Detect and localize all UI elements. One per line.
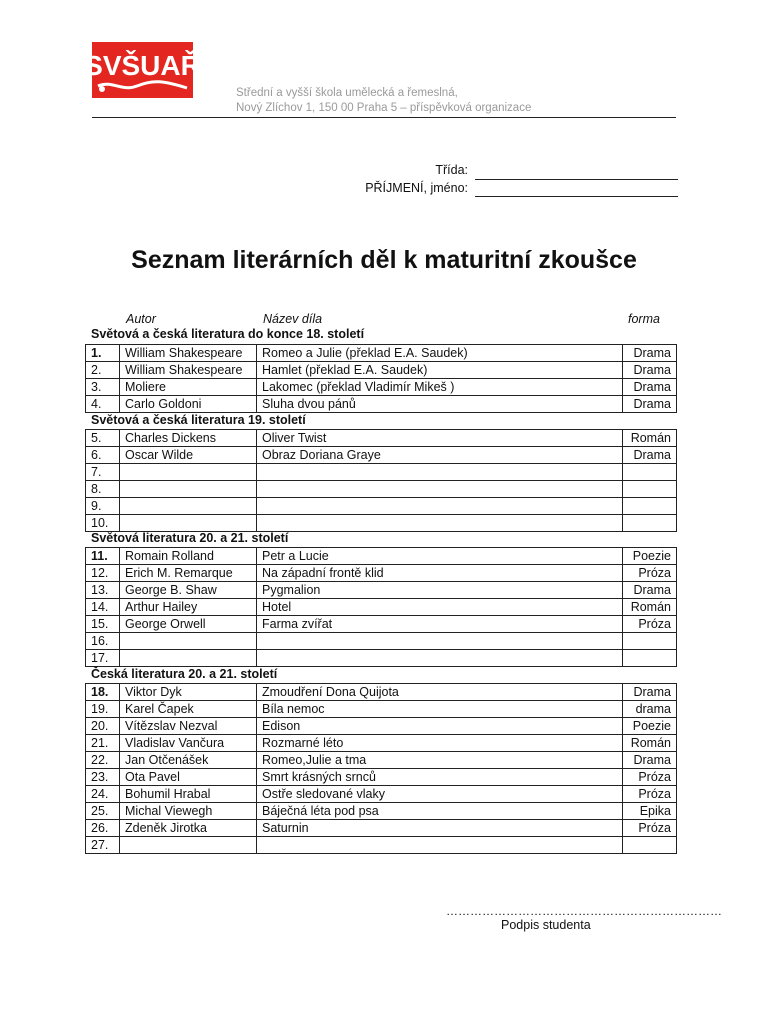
row-number: 26. [86,820,120,837]
table-row [86,735,677,752]
table-row [86,481,677,498]
row-author: Karel Čapek [120,701,257,718]
table-row [86,684,677,701]
row-number: 22. [86,752,120,769]
row-number: 1. [86,345,120,362]
table-row [86,786,677,803]
row-work-title [257,837,623,854]
row-work-title: Smrt krásných srnců [257,769,623,786]
row-work-title: Obraz Doriana Graye [257,447,623,464]
row-form: Drama [623,396,677,413]
school-address: Nový Zlíchov 1, 150 00 Praha 5 – příspěvková organizace [236,102,532,114]
row-author: Ota Pavel [120,769,257,786]
row-work-title: Hotel [257,599,623,616]
row-form: Próza [623,820,677,837]
column-header-author: Autor [126,312,156,326]
row-number: 3. [86,379,120,396]
table-row [86,447,677,464]
school-name: Střední a vyšší škola umělecká a řemeslná, [236,87,458,99]
row-author: Arthur Hailey [120,599,257,616]
row-form: Próza [623,786,677,803]
row-form: Próza [623,565,677,582]
row-work-title [257,650,623,667]
table-row [86,752,677,769]
row-work-title: Farma zvířat [257,616,623,633]
row-author: George Orwell [120,616,257,633]
signature-label: Podpis studenta [501,918,591,932]
literature-table [85,429,677,532]
table-row [86,837,677,854]
table-row [86,548,677,565]
row-work-title [257,481,623,498]
table-row [86,464,677,481]
row-work-title: Romeo,Julie a tma [257,752,623,769]
row-form: drama [623,701,677,718]
row-number: 17. [86,650,120,667]
row-form [623,498,677,515]
logo-tool-dot [99,86,105,92]
literature-table [85,547,677,667]
row-author: Erich M. Remarque [120,565,257,582]
literature-table [85,683,677,854]
row-work-title: Hamlet (překlad E.A. Saudek) [257,362,623,379]
section-heading: Česká literatura 20. a 21. století [91,667,278,681]
row-author: Vítězslav Nezval [120,718,257,735]
table-row [86,616,677,633]
row-number: 15. [86,616,120,633]
signature-line[interactable]: …………………………………………………………… [446,904,722,918]
row-work-title: Pygmalion [257,582,623,599]
row-work-title: Báječná léta pod psa [257,803,623,820]
row-form: Poezie [623,718,677,735]
row-author [120,515,257,532]
row-form: Drama [623,752,677,769]
row-number: 6. [86,447,120,464]
table-row [86,718,677,735]
column-header-work: Název díla [263,312,323,326]
row-author: Michal Viewegh [120,803,257,820]
table-row [86,701,677,718]
table-row [86,345,677,362]
row-work-title: Petr a Lucie [257,548,623,565]
row-work-title: Saturnin [257,820,623,837]
column-header-form: forma [628,312,660,326]
row-work-title: Edison [257,718,623,735]
row-number: 16. [86,633,120,650]
table-row [86,803,677,820]
row-work-title [257,633,623,650]
row-author: William Shakespeare [120,362,257,379]
row-work-title [257,464,623,481]
row-form [623,481,677,498]
row-form: Román [623,599,677,616]
literature-table [85,344,677,413]
row-author: Zdeněk Jirotka [120,820,257,837]
row-form: Próza [623,616,677,633]
row-work-title [257,498,623,515]
row-number: 11. [86,548,120,565]
row-form: Román [623,430,677,447]
row-number: 9. [86,498,120,515]
row-author [120,837,257,854]
row-number: 8. [86,481,120,498]
row-work-title: Bíla nemoc [257,701,623,718]
table-row [86,650,677,667]
row-number: 18. [86,684,120,701]
table-row [86,498,677,515]
row-work-title: Ostře sledované vlaky [257,786,623,803]
row-number: 12. [86,565,120,582]
row-number: 14. [86,599,120,616]
row-form: Próza [623,769,677,786]
row-form: Drama [623,684,677,701]
row-work-title: Na západní frontě klid [257,565,623,582]
row-form: Román [623,735,677,752]
school-logo-graphic [84,42,201,98]
row-number: 19. [86,701,120,718]
page-title: Seznam literárních děl k maturitní zkoušce [131,246,637,274]
row-author: Moliere [120,379,257,396]
section-heading: Světová a česká literatura 19. století [91,413,306,427]
table-row [86,515,677,532]
row-author: Jan Otčenášek [120,752,257,769]
row-work-title: Rozmarné léto [257,735,623,752]
row-form [623,464,677,481]
table-row [86,565,677,582]
table-row [86,769,677,786]
row-author [120,633,257,650]
table-row [86,430,677,447]
row-number: 5. [86,430,120,447]
row-form: Drama [623,379,677,396]
row-work-title: Romeo a Julie (překlad E.A. Saudek) [257,345,623,362]
row-author [120,481,257,498]
row-form [623,650,677,667]
row-number: 20. [86,718,120,735]
school-logo [84,42,201,98]
row-form: Poezie [623,548,677,565]
row-author: Oscar Wilde [120,447,257,464]
row-author [120,498,257,515]
section-heading: Světová a česká literatura do konce 18. století [91,327,365,341]
row-form: Drama [623,582,677,599]
row-number: 7. [86,464,120,481]
row-number: 25. [86,803,120,820]
row-number: 23. [86,769,120,786]
row-author: George B. Shaw [120,582,257,599]
table-row [86,396,677,413]
table-row [86,633,677,650]
class-label: Třída: [435,163,468,177]
table-row [86,362,677,379]
name-label: PŘÍJMENÍ, jméno: [365,181,468,195]
header-divider [92,117,676,118]
row-author: Charles Dickens [120,430,257,447]
table-row [86,379,677,396]
row-work-title [257,515,623,532]
row-author [120,464,257,481]
row-work-title: Zmoudření Dona Quijota [257,684,623,701]
row-number: 4. [86,396,120,413]
row-number: 24. [86,786,120,803]
row-author: Vladislav Vančura [120,735,257,752]
row-form [623,633,677,650]
row-form: Drama [623,345,677,362]
row-form: Drama [623,362,677,379]
row-form [623,837,677,854]
section-heading: Světová literatura 20. a 21. století [91,531,289,545]
row-author: William Shakespeare [120,345,257,362]
logo-text: SVŠUAŘ [84,50,201,81]
row-author: Carlo Goldoni [120,396,257,413]
row-number: 21. [86,735,120,752]
row-form: Epika [623,803,677,820]
row-author [120,650,257,667]
row-number: 27. [86,837,120,854]
table-row [86,582,677,599]
table-row [86,820,677,837]
row-form: Drama [623,447,677,464]
row-number: 13. [86,582,120,599]
row-work-title: Lakomec (překlad Vladimír Mikeš ) [257,379,623,396]
row-number: 10. [86,515,120,532]
row-form [623,515,677,532]
table-row [86,599,677,616]
row-number: 2. [86,362,120,379]
row-work-title: Oliver Twist [257,430,623,447]
name-field[interactable] [475,196,678,197]
row-work-title: Sluha dvou pánů [257,396,623,413]
row-author: Viktor Dyk [120,684,257,701]
row-author: Bohumil Hrabal [120,786,257,803]
class-field[interactable] [475,179,678,180]
row-author: Romain Rolland [120,548,257,565]
